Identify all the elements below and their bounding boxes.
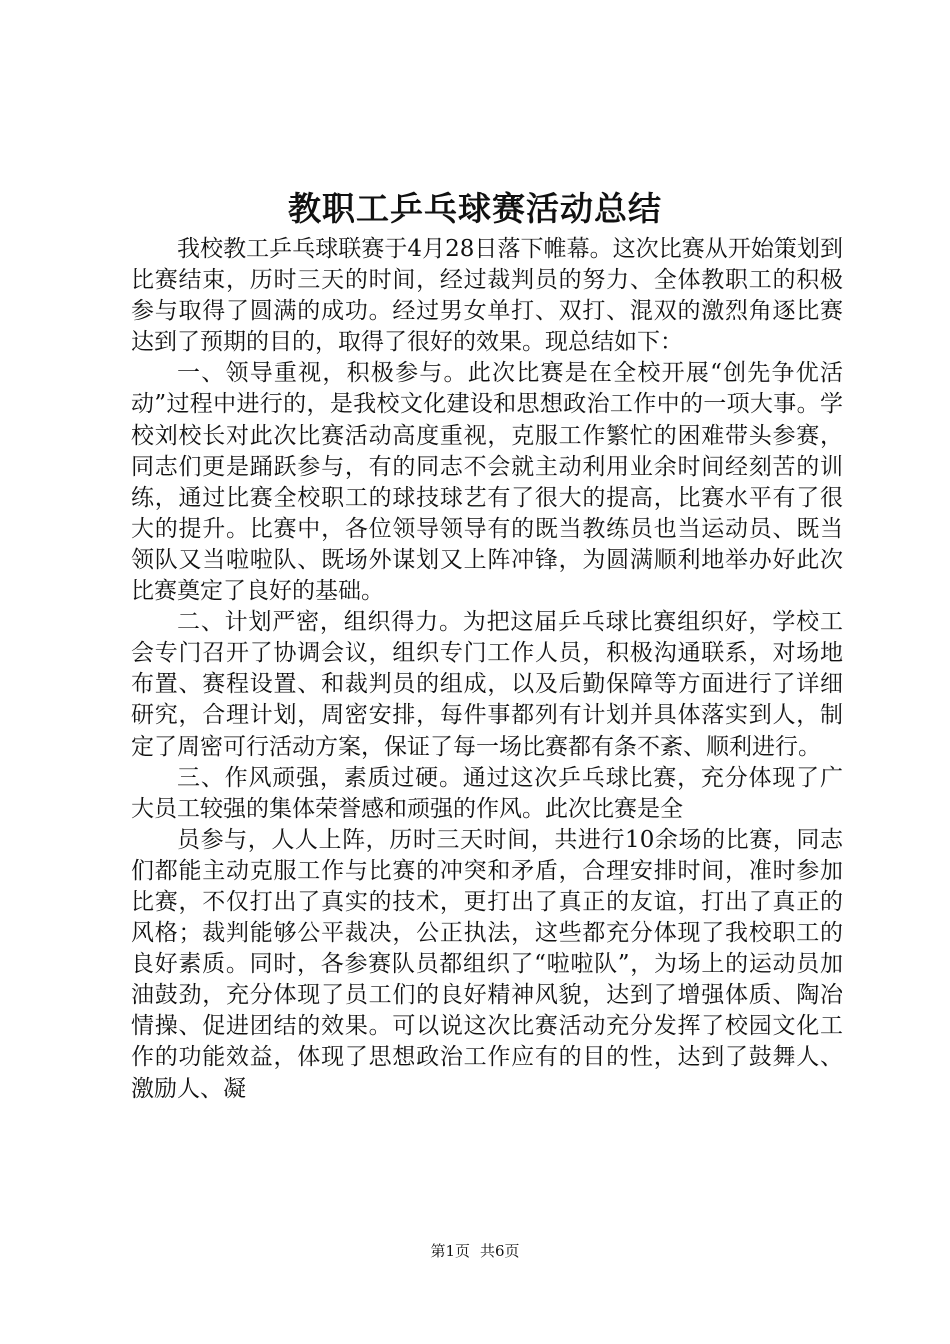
document-title: 教职工乒乓球赛活动总结	[288, 189, 662, 228]
paragraph-intro: 我校教工乒乓球联赛于4月28日落下帷幕。这次比赛从开始策划到比赛结束，历时三天的时间，经过裁判员的努力、全体教职工的积极参与取得了圆满的成功。经过男女单打、双打、混双的激烈角逐比赛达到了预期的目的，取得了很好的效果。现总结如下：	[131, 236, 843, 356]
paragraph-section-1: 一、领导重视，积极参与。此次比赛是在全校开展“创先争优活动”过程中进行的，是我校文化建设和思想政治工作中的一项大事。学校刘校长对此次比赛活动高度重视，克服工作繁忙的困难带头参赛，同志们更是踊跃参与，有的同志不会就主动利用业余时间经刻苦的训练，通过比赛全校职工的球技球艺有了很大的提高，比赛水平有了很大的提升。比赛中，各位领导领导有的既当教练员也当运动员、既当领队又当啦啦队、既场外谋划又上阵冲锋，为圆满顺利地举办好此次比赛奠定了良好的基础。	[131, 360, 843, 605]
paragraph-section-3-continued: 员参与，人人上阵，历时三天时间，共进行10余场的比赛，同志们都能主动克服工作与比赛的冲突和矛盾，合理安排时间，准时参加比赛，不仅打出了真实的技术，更打出了真正的友谊，打出了真正的风格；裁判能够公平裁决，公正执法，这些都充分体现了我校职工的良好素质。同时，各参赛队员都组织了“啦啦队”，为场上的运动员加油鼓劲，充分体现了员工们的良好精神风貌，达到了增强体质、陶冶情操、促进团结的效果。可以说这次比赛活动充分发挥了校园文化工作的功能效益，体现了思想政治工作应有的目的性，达到了鼓舞人、激励人、凝	[131, 826, 843, 1102]
page-number: 第1页	[430, 1242, 470, 1260]
paragraph-section-2: 二、计划严密，组织得力。为把这届乒乓球比赛组织好，学校工会专门召开了协调会议，组织专门工作人员，积极沟通联系，对场地布置、赛程设置、和裁判员的组成，以及后勤保障等方面进行了详细研究，合理计划，周密安排，每件事都列有计划并具体落实到人，制定了周密可行活动方案，保证了每一场比赛都有条不紊、顺利进行。	[131, 609, 843, 760]
page-footer	[0, 1241, 950, 1261]
document-body	[131, 234, 843, 1105]
page-total: 共6页	[480, 1242, 520, 1260]
paragraph-section-3: 三、作风顽强，素质过硬。通过这次乒乓球比赛，充分体现了广大员工较强的集体荣誉感和顽强的作风。此次比赛是全	[131, 764, 843, 822]
